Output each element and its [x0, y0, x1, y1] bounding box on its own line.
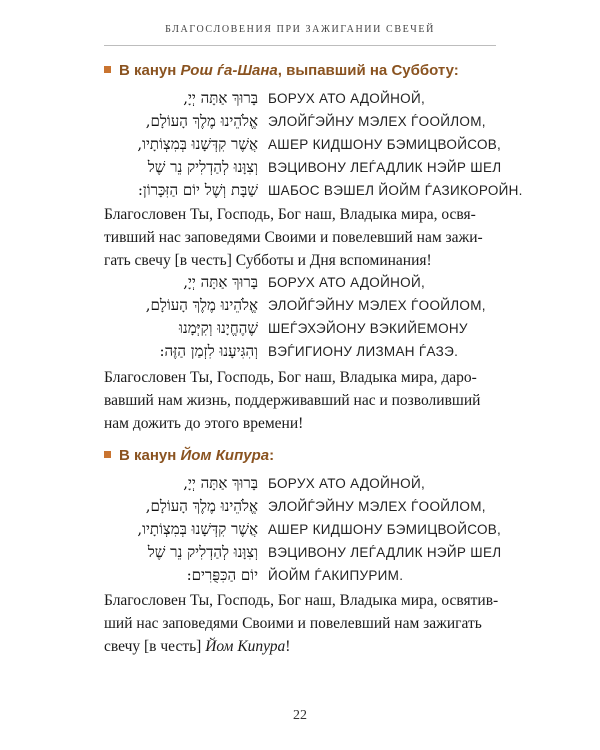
hebrew-line: אֲשֶׁר קִדְּשָׁנוּ בְּמִצְוֹתָיו,: [137, 520, 258, 538]
section-title-italic: Рош ѓа-Шана: [180, 62, 278, 79]
paragraph-text: свечу [в честь]: [104, 638, 206, 655]
section-title-suffix: , выпавший на Субботу:: [277, 62, 459, 79]
translit-line: ВЭЦИВОНУ ЛЕЃАДЛИК НЭЙР ШЕЛ: [268, 160, 502, 175]
hebrew-line: בָּרוּךְ אַתָּה יְיָ,: [183, 273, 258, 291]
hebrew-line: אֱלֹהֵינוּ מֶלֶךְ הָעוֹלָם,: [145, 497, 258, 515]
translit-line: ШЕЃЭХЭЙОНУ ВЭКИЙЕМОНУ: [268, 321, 468, 336]
translit-line: ЙОЙМ ЃАКИПУРИМ.: [268, 568, 404, 583]
translit-line: ЭЛОЙЃЭЙНУ МЭЛЕХ ЃООЙЛОМ,: [268, 298, 486, 313]
translit-line: ШАБОС ВЭШЕЛ ЙОЙМ ЃАЗИКОРОЙН.: [268, 183, 523, 198]
running-head: БЛАГОСЛОВЕНИЯ ПРИ ЗАЖИГАНИИ СВЕЧЕЙ: [165, 24, 435, 35]
hebrew-line: בָּרוּךְ אַתָּה יְיָ,: [183, 89, 258, 107]
translit-line: АШЕР КИДШОНУ БЭМИЦВОЙСОВ,: [268, 137, 502, 152]
translation-paragraph: [104, 203, 500, 272]
square-bullet-icon: [104, 451, 111, 458]
hebrew-line: שֶׁהֶחֱיָנוּ וְקִיְּמָנוּ: [179, 319, 258, 337]
translation-paragraph: [104, 366, 500, 435]
hebrew-line: וְצִוָּנוּ לְהַדְלִיק נֵר שֶׁל: [147, 543, 258, 561]
hebrew-line: אֱלֹהֵינוּ מֶלֶךְ הָעוֹלָם,: [145, 112, 258, 130]
paragraph-line: ший нас заповедями Своими и повелевший нам зажигать: [104, 615, 482, 632]
section-title-prefix: В канун: [119, 447, 181, 464]
paragraph-line: Благословен Ты, Господь, Бог наш, Владыка мира, освятив-: [104, 592, 499, 609]
paragraph-line: гать свечу [в честь] Субботы и Дня вспоминания!: [104, 252, 432, 269]
section-title-prefix: В канун: [119, 62, 181, 79]
hebrew-line: שַׁבָּת וְשֶׁל יוֹם הַזִּכָּרוֹן:: [137, 181, 258, 199]
translit-line: ЭЛОЙЃЭЙНУ МЭЛЕХ ЃООЙЛОМ,: [268, 499, 486, 514]
hebrew-line: אֲשֶׁר קִדְּשָׁנוּ בְּמִצְוֹתָיו,: [137, 135, 258, 153]
section-title-rosh-hashana: [104, 62, 459, 79]
page-number: 22: [293, 708, 307, 723]
hebrew-line: יוֹם הַכִּפֻּרִים:: [186, 566, 258, 584]
transliteration-block: [268, 271, 500, 363]
hebrew-blessing-block: [104, 271, 258, 363]
hebrew-blessing-block: [104, 87, 258, 202]
translit-line: БОРУХ АТО АДОЙНОЙ,: [268, 275, 425, 290]
paragraph-line: нам дожить до этого времени!: [104, 415, 304, 432]
translit-line: ВЭЦИВОНУ ЛЕЃАДЛИК НЭЙР ШЕЛ: [268, 545, 502, 560]
section-title-suffix: :: [269, 447, 275, 464]
translit-line: БОРУХ АТО АДОЙНОЙ,: [268, 476, 425, 491]
translit-line: ЭЛОЙЃЭЙНУ МЭЛЕХ ЃООЙЛОМ,: [268, 114, 486, 129]
translation-paragraph: [104, 589, 500, 658]
transliteration-block: [268, 87, 523, 202]
translit-line: БОРУХ АТО АДОЙНОЙ,: [268, 91, 425, 106]
transliteration-block: [268, 472, 500, 587]
paragraph-italic: Йом Кипура: [205, 638, 286, 655]
hebrew-blessing-block: [104, 472, 258, 587]
paragraph-line: Благословен Ты, Господь, Бог наш, Владыка мира, освя-: [104, 206, 476, 223]
section-title-yom-kippur: [104, 447, 274, 464]
paragraph-line: Благословен Ты, Господь, Бог наш, Владыка мира, даро-: [104, 369, 477, 386]
hebrew-line: בָּרוּךְ אַתָּה יְיָ,: [183, 474, 258, 492]
hebrew-line: וְצִוָּנוּ לְהַדְלִיק נֵר שֶׁל: [147, 158, 258, 176]
hebrew-line: אֱלֹהֵינוּ מֶלֶךְ הָעוֹלָם,: [145, 296, 258, 314]
square-bullet-icon: [104, 66, 111, 73]
header-rule: [104, 45, 496, 46]
paragraph-text: !: [285, 638, 291, 655]
paragraph-line: вавший нам жизнь, поддерживавший нас и позволивший: [104, 392, 481, 409]
section-title-italic: Йом Кипура: [180, 447, 270, 464]
hebrew-line: וְהִגִּיעָנוּ לִזְמַן הַזֶּה:: [159, 342, 258, 360]
translit-line: ВЭЃИГИОНУ ЛИЗМАН ЃАЗЭ.: [268, 344, 459, 359]
translit-line: АШЕР КИДШОНУ БЭМИЦВОЙСОВ,: [268, 522, 502, 537]
paragraph-line: тивший нас заповедями Своими и повелевший нам зажи-: [104, 229, 483, 246]
paragraph-line: [104, 635, 500, 658]
